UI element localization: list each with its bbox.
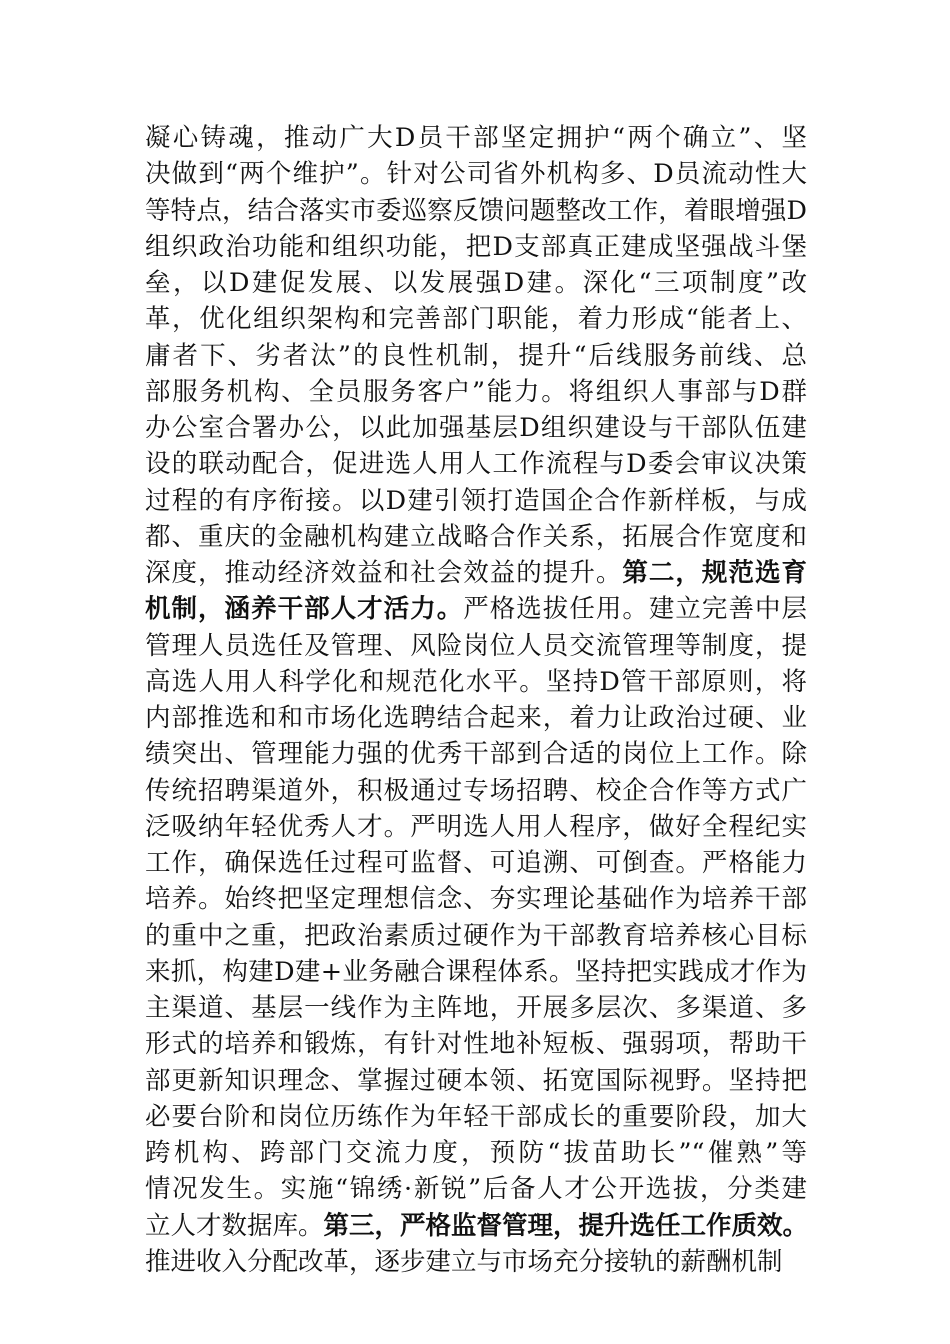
text-line (145, 156, 807, 192)
text-line (145, 519, 807, 555)
body-text-span: 跨机构、跨部门交流力度，预防“拔苗助长”“催熟”等 (145, 1138, 807, 1168)
bold-heading-text: 第二，规范选育 (622, 558, 807, 588)
text-line (145, 990, 807, 1026)
text-line (145, 301, 807, 337)
body-text-span: 来抓，构建D建+业务融合课程体系。坚持把实践成才作为 (145, 956, 807, 987)
text-line (145, 120, 807, 156)
text-line (145, 1026, 807, 1062)
text-line (145, 1099, 807, 1135)
body-text-span: 推进收入分配改革，逐步建立与市场充分接轨的薪酬机制 (145, 1246, 783, 1277)
body-text-span: 绩突出、管理能力强的优秀干部到合适的岗位上工作。除 (145, 739, 807, 770)
text-line (145, 446, 807, 482)
body-text-span: 情况发生。实施“锦绣·新锐”后备人才公开选拔，分类建 (145, 1174, 807, 1205)
body-text-span: 都、重庆的金融机构建立战略合作关系，拓展合作宽度和 (145, 521, 807, 552)
body-text-span: 设的联动配合，促进选人用人工作流程与D委会审议决策 (145, 449, 807, 480)
text-line (145, 591, 807, 627)
body-text-span: 内部推选和和市场化选聘结合起来，着力让政治过硬、业 (145, 703, 807, 733)
text-line (145, 1135, 807, 1171)
text-line (145, 1208, 807, 1244)
text-line (145, 700, 807, 736)
body-text-span: 凝心铸魂，推动广大D员干部坚定拥护“两个确立”、坚 (145, 123, 807, 153)
body-text-span: 的重中之重，把政治素质过硬作为干部教育培养核心目标 (145, 920, 807, 951)
body-text-span: 决做到“两个维护”。针对公司省外机构多、D员流动性大 (145, 159, 807, 190)
body-text-span: 传统招聘渠道外，积极通过专场招聘、校企合作等方式广 (145, 775, 807, 806)
body-text-span: 泛吸纳年轻优秀人才。严明选人用人程序，做好全程纪实 (145, 811, 807, 842)
text-line (145, 265, 807, 301)
body-text-span: 等特点，结合落实市委巡察反馈问题整改工作，着眼增强D (145, 195, 807, 226)
text-line (145, 736, 807, 772)
body-text-span: 立人才数据库。 (145, 1210, 324, 1241)
body-text-span: 培养。始终把坚定理想信念、夯实理论基础作为培养干部 (145, 884, 807, 915)
text-line (145, 664, 807, 700)
body-text-span: 深度，推动经济效益和社会效益的提升。 (145, 558, 623, 588)
text-line (145, 918, 807, 954)
body-text-span: 高选人用人科学化和规范化水平。坚持D管干部原则，将 (145, 666, 807, 697)
text-line (145, 1244, 807, 1280)
text-line (145, 229, 807, 265)
body-text-span: 主渠道、基层一线作为主阵地，开展多层次、多渠道、多 (145, 993, 807, 1023)
body-text-span: 革，优化组织架构和完善部门职能，着力形成“能者上、 (145, 304, 807, 335)
body-text-span: 庸者下、劣者汰”的良性机制，提升“后线服务前线、总 (145, 340, 807, 371)
text-line (145, 1063, 807, 1099)
body-text-span: 管理人员选任及管理、风险岗位人员交流管理等制度，提 (145, 630, 807, 661)
text-line (145, 410, 807, 446)
body-text-span: 部服务机构、全员服务客户”能力。将组织人事部与D群 (145, 376, 807, 407)
text-line (145, 555, 807, 591)
bold-heading-text: 机制，涵养干部人才活力。 (145, 594, 464, 625)
body-text-span: 办公室合署办公，以此加强基层D组织建设与干部队伍建 (145, 413, 807, 443)
text-line (145, 338, 807, 374)
bold-heading-text: 第三，严格监督管理，提升选任工作质效。 (323, 1210, 809, 1241)
text-line (145, 374, 807, 410)
text-line (145, 845, 807, 881)
body-text-span: 部更新知识理念、掌握过硬本领、拓宽国际视野。坚持把 (145, 1065, 807, 1096)
body-text-span: 组织政治功能和组织功能，把D支部真正建成坚强战斗堡 (145, 231, 807, 262)
body-text (145, 120, 807, 1280)
text-line (145, 954, 807, 990)
body-text-span: 工作，确保选任过程可监督、可追溯、可倒查。严格能力 (145, 848, 807, 878)
text-line (145, 628, 807, 664)
body-text-span: 过程的有序衔接。以D建引领打造国企合作新样板，与成 (145, 485, 807, 516)
text-line (145, 773, 807, 809)
text-line (145, 483, 807, 519)
body-text-span: 垒，以D建促发展、以发展强D建。深化“三项制度”改 (145, 268, 807, 298)
body-text-span: 必要台阶和岗位历练作为年轻干部成长的重要阶段，加大 (145, 1101, 807, 1132)
text-line (145, 881, 807, 917)
body-text-span: 严格选拔任用。建立完善中层 (463, 594, 807, 625)
text-line (145, 809, 807, 845)
body-text-span: 形式的培养和锻炼，有针对性地补短板、强弱项，帮助干 (145, 1029, 807, 1060)
text-line (145, 1171, 807, 1207)
text-line (145, 193, 807, 229)
